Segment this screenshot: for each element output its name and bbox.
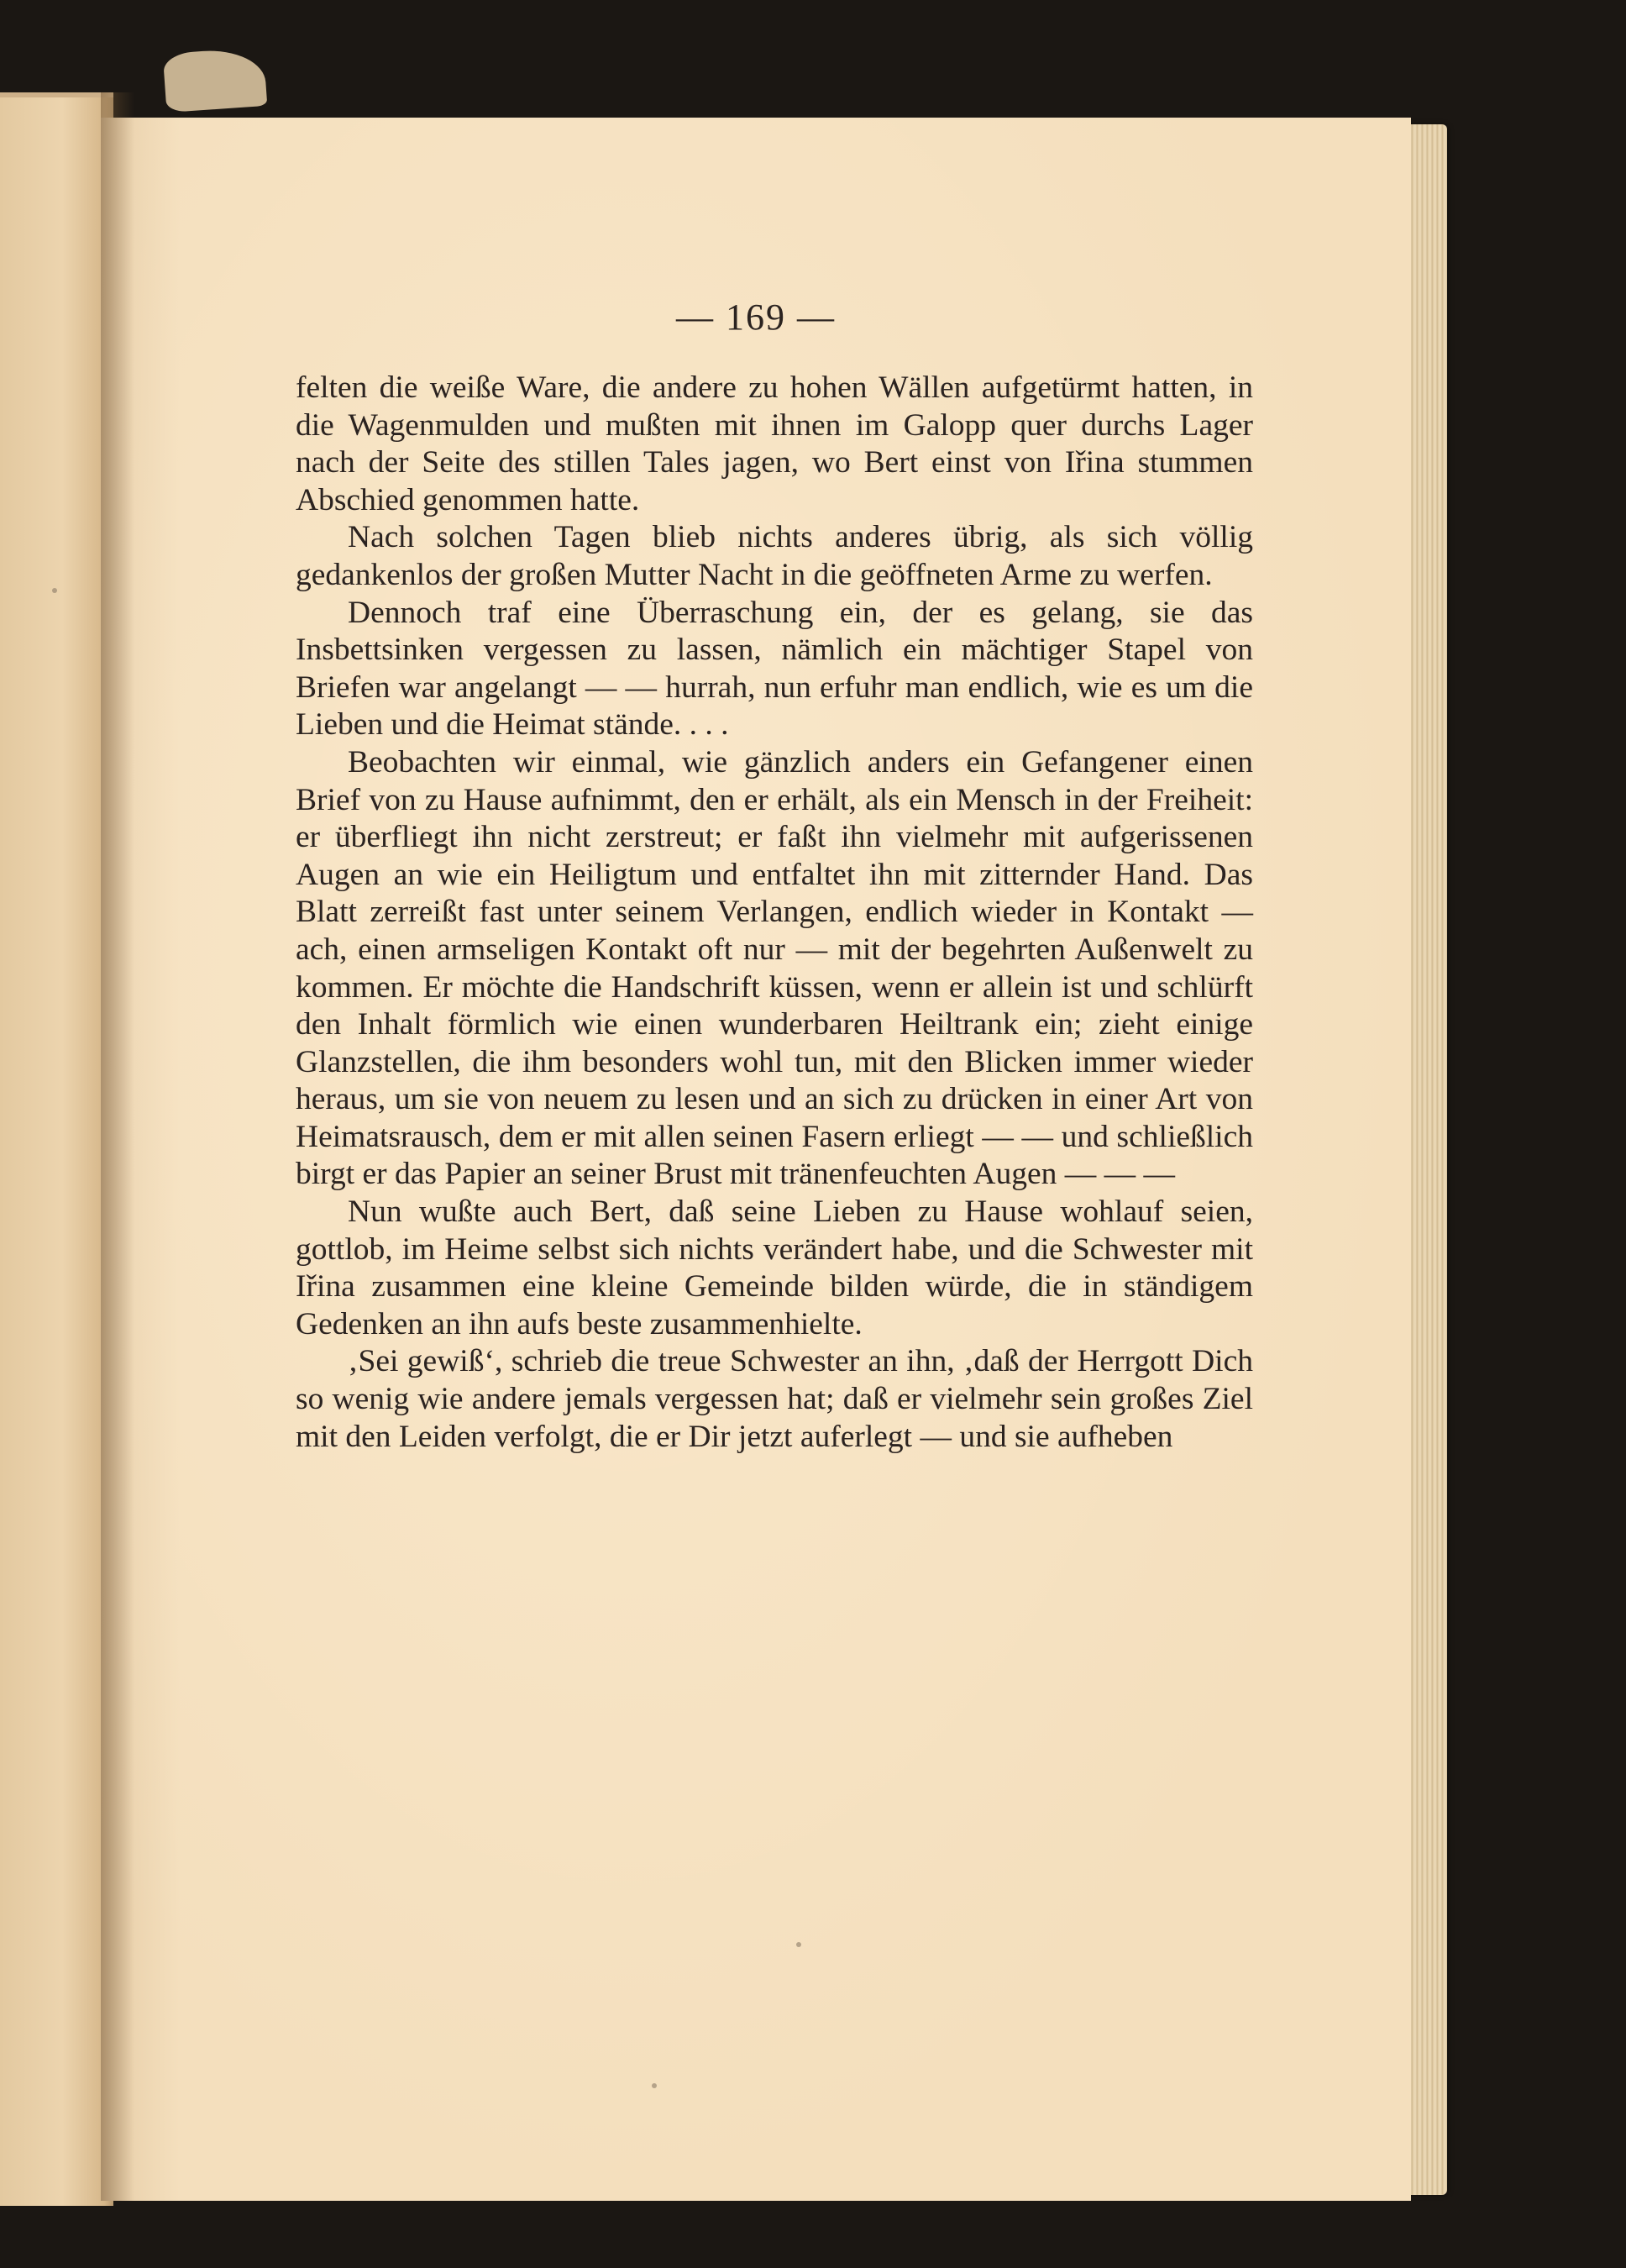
body-text [296,370,1253,1456]
paragraph: ‚Sei gewiß‘, schrieb die treue Schwester an ihn, ‚daß der Herrgott Dich so wenig wie andere jemals vergessen hat; daß er vielmehr sein großes Ziel mit den Leiden verfolgt, die er Dir jetzt auferlegt — und sie aufheben [296,1344,1253,1454]
paragraph: Nun wußte auch Bert, daß seine Lieben zu Hause wohlauf seien, gottlob, im Heime selbst sich nichts verändert habe, und die Schwester mit Iřina zusammen eine kleine Gemeinde bilden würde, die in ständigem Gedenken an ihn aufs beste zusammenhielte. [296,1194,1253,1341]
paper-speck [796,1942,801,1947]
paragraph: Dennoch traf eine Überraschung ein, der es gelang, sie das Insbettsinken vergessen zu lassen, nämlich ein mächtiger Stapel von Briefen war angelangt — — hurrah, nun erfuhr man endlich, wie es um die Lieben und die Heimat stände. . . . [296,595,1253,743]
torn-paper-fragment [163,47,268,113]
page-number: — 169 — [676,297,836,338]
paragraph: felten die weiße Ware, die andere zu hohen Wällen aufgetürmt hatten, in die Wagenmulden und mußten mit ihnen im Galopp quer durchs Lager nach der Seite des stillen Tales jagen, wo Bert einst von Iřina stummen Abschied genommen hatte. [296,370,1253,517]
left-page-edge [0,92,113,2206]
book-page [101,118,1411,2201]
paragraph: Beobachten wir einmal, wie gänzlich anders ein Gefangener einen Brief von zu Hause aufnimmt, den er erhält, als ein Mensch in der Freiheit: er überfliegt ihn nicht zerstreut; er faßt ihn vielmehr mit aufgerissenen Augen an wie ein Heiligtum und entfaltet ihn mit zitternder Hand. Das Blatt zerreißt fast unter seinem Verlangen, endlich wieder in Kontakt — ach, einen armseligen Kontakt oft nur — mit der begehrten Außenwelt zu kommen. Er möchte die Handschrift küssen, wenn er allein ist und schlürft den Inhalt förmlich wie einen wunderbaren Heiltrank ein; zieht einige Glanzstellen, die ihm besonders wohl tun, mit den Blicken immer wieder heraus, um sie von neuem zu lesen und an sich zu drücken in einer Art von Heimatsrausch, dem er mit allen seinen Fasern erliegt — — und schließlich birgt er das Papier an seiner Brust mit tränenfeuchten Augen — — — [296,744,1253,1192]
paragraph: Nach solchen Tagen blieb nichts anderes übrig, als sich völlig gedankenlos der großen Mutter Nacht in die geöffneten Arme zu werfen. [296,520,1253,592]
gutter-shadow [101,92,134,2201]
paper-speck [52,588,57,593]
paper-speck [652,2083,657,2088]
